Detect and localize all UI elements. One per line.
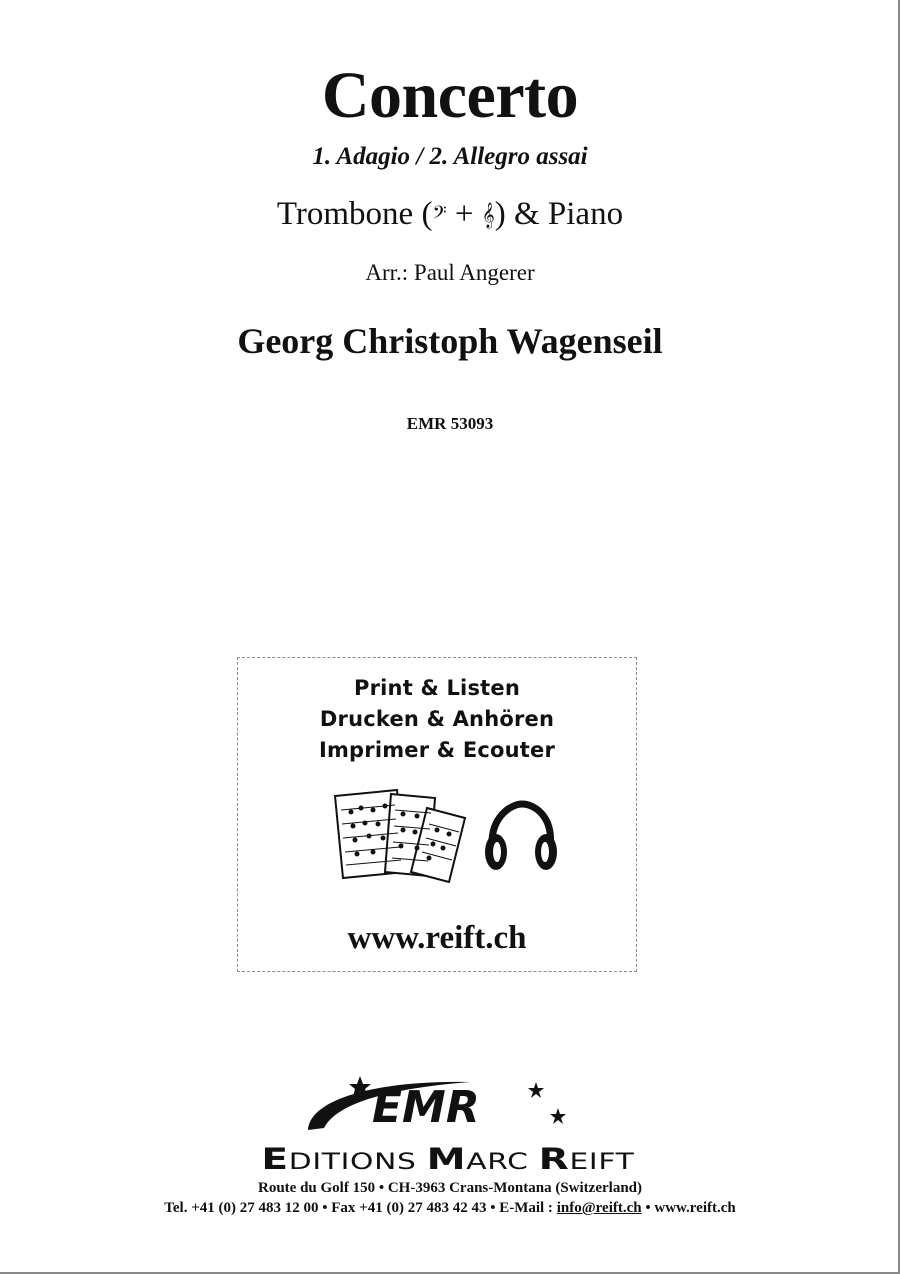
publisher-word-editions: DITIONS	[288, 1150, 427, 1175]
work-title: Concerto	[321, 59, 579, 132]
clef-separator: +	[446, 196, 482, 232]
contact-phone-fax: Tel. +41 (0) 27 483 12 00 • Fax +41 (0) 27 483 42 43 • E-Mail :	[164, 1200, 557, 1216]
instrument-prefix: Trombone (	[276, 196, 433, 232]
promo-line-french: Imprimer & Ecouter	[318, 738, 556, 762]
promo-line-german: Drucken & Anhören	[319, 707, 555, 731]
publisher-address: Route du Golf 150 • CH-3963 Crans-Montana (Switzerland)	[258, 1180, 642, 1196]
arranger-credit: Arr.: Paul Angerer	[365, 260, 535, 285]
publisher-initial-m: M	[426, 1142, 467, 1176]
emr-logo-text: EMR	[372, 1082, 480, 1133]
treble-clef-icon: 𝄞	[481, 203, 495, 228]
publisher-initial-r: R	[538, 1142, 570, 1176]
publisher-initial-e: E	[261, 1142, 289, 1176]
headphones-icon	[482, 798, 560, 876]
contact-website[interactable]: • www.reift.ch	[641, 1200, 736, 1216]
print-listen-box[interactable]	[237, 657, 637, 972]
instrumentation	[0, 196, 900, 233]
catalog-number: EMR 53093	[406, 414, 494, 433]
emr-logo	[300, 1072, 580, 1136]
promo-website-link[interactable]: www.reift.ch	[347, 920, 527, 956]
bass-clef-icon: 𝄢	[432, 203, 447, 228]
sheet-music-icon	[331, 788, 471, 883]
instrument-suffix: ) & Piano	[494, 196, 624, 232]
promo-line-english: Print & Listen	[354, 676, 520, 700]
movements-subtitle: 1. Adagio / 2. Allegro assai	[312, 143, 588, 170]
publisher-name	[0, 1142, 900, 1176]
composer-name: Georg Christoph Wagenseil	[237, 321, 663, 361]
publisher-word-marc: ARC	[466, 1150, 539, 1175]
publisher-word-reift: EIFT	[569, 1150, 635, 1175]
email-link[interactable]: info@reift.ch	[556, 1200, 642, 1216]
publisher-contact	[0, 1200, 900, 1217]
